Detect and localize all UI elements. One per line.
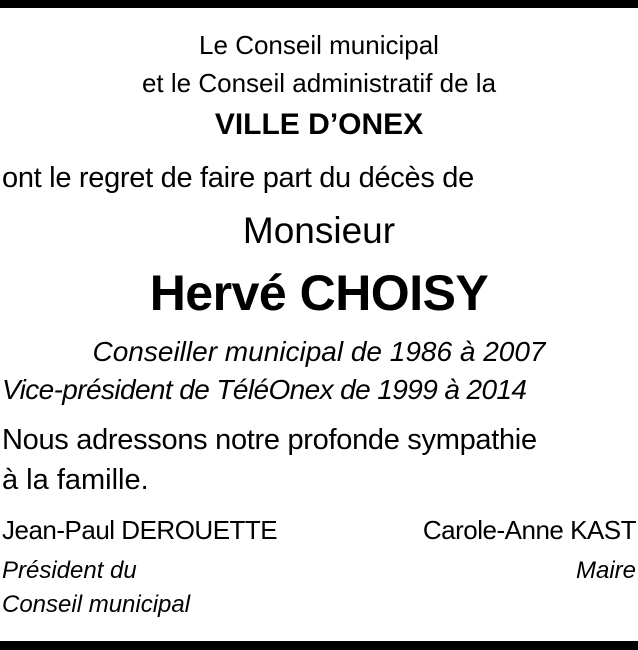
- sympathy-message-line1: Nous adressons notre profonde sympathie: [2, 424, 537, 456]
- signatory-left-title-line2: Conseil municipal: [2, 591, 191, 618]
- announcement-text: ont le regret de faire part du décès de: [2, 162, 474, 194]
- city-name: VILLE D’ONEX: [214, 108, 424, 141]
- signatory-right-title: Maire: [575, 557, 636, 584]
- administrative-council-heading: et le Conseil administratif de la: [141, 68, 497, 98]
- top-border: [0, 0, 638, 8]
- deceased-name: Hervé CHOISY: [149, 265, 489, 321]
- council-heading: Le Conseil municipal: [199, 30, 439, 60]
- signatory-left-title-line1: Président du: [2, 557, 137, 584]
- role-vice-president: Vice-président de TéléOnex de 1999 à 2014: [2, 374, 527, 405]
- signatory-left-name: Jean-Paul DEROUETTE: [2, 515, 278, 545]
- sympathy-message-line2: à la famille.: [2, 464, 149, 496]
- bottom-border: [0, 641, 638, 650]
- role-municipal-councillor: Conseiller municipal de 1986 à 2007: [92, 336, 546, 367]
- signatory-right-name: Carole-Anne KAST: [422, 515, 636, 545]
- honorific: Monsieur: [242, 210, 396, 251]
